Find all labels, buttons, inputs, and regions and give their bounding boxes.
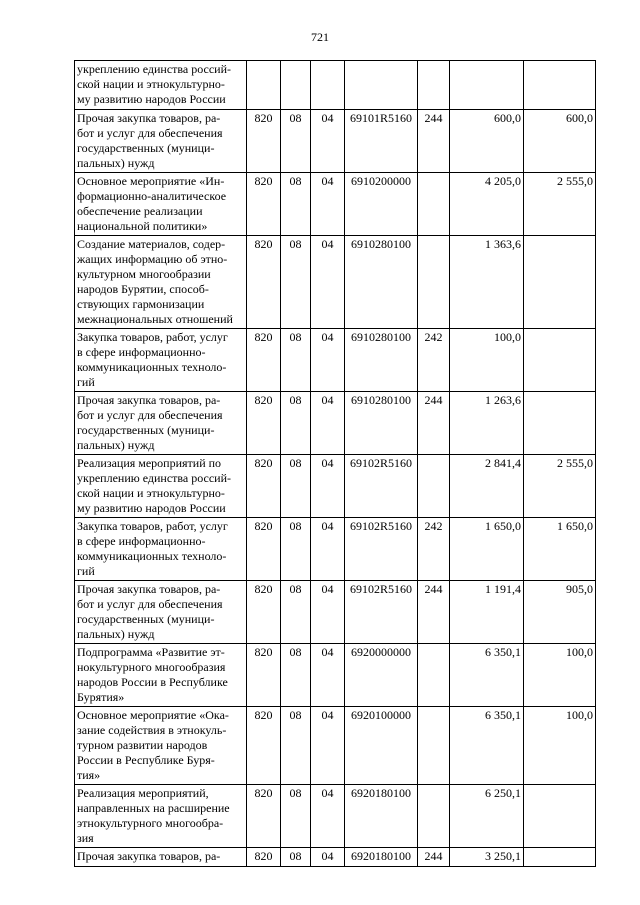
cell-razdel: 08 <box>281 707 311 785</box>
cell-description: Реализация мероприятий по укреплению единства россий- ской нации и этнокультурно- му развитию народов России <box>75 455 247 518</box>
table-row <box>75 455 596 518</box>
cell-amount-1: 3 250,1 <box>450 848 524 867</box>
cell-podrazdel: 04 <box>311 455 345 518</box>
cell-target-article: 6920180100 <box>345 785 418 848</box>
cell-grbs: 820 <box>247 236 281 329</box>
cell-amount-1: 100,0 <box>450 329 524 392</box>
cell-expense-type <box>418 707 450 785</box>
cell-amount-2: 905,0 <box>524 581 596 644</box>
cell-amount-2 <box>524 61 596 110</box>
cell-expense-type: 244 <box>418 581 450 644</box>
cell-target-article: 6910280100 <box>345 392 418 455</box>
cell-razdel: 08 <box>281 392 311 455</box>
cell-podrazdel: 04 <box>311 707 345 785</box>
page-number: 721 <box>311 30 329 44</box>
cell-target-article: 6920180100 <box>345 848 418 867</box>
cell-podrazdel: 04 <box>311 173 345 236</box>
cell-amount-1: 1 191,4 <box>450 581 524 644</box>
cell-amount-1: 2 841,4 <box>450 455 524 518</box>
cell-podrazdel: 04 <box>311 236 345 329</box>
cell-description: Создание материалов, содер- жащих информацию об этно- культурном многообразии народов Бурятии, способ- ствующих гармонизации межнациональных отношений <box>75 236 247 329</box>
cell-podrazdel <box>311 61 345 110</box>
cell-razdel: 08 <box>281 581 311 644</box>
cell-grbs: 820 <box>247 644 281 707</box>
table-row <box>75 518 596 581</box>
cell-target-article: 6910280100 <box>345 236 418 329</box>
cell-razdel: 08 <box>281 173 311 236</box>
cell-grbs: 820 <box>247 455 281 518</box>
cell-target-article: 69101R5160 <box>345 110 418 173</box>
cell-grbs: 820 <box>247 173 281 236</box>
cell-podrazdel: 04 <box>311 329 345 392</box>
cell-description: Закупка товаров, работ, услуг в сфере информационно- коммуникационных техноло- гий <box>75 518 247 581</box>
cell-podrazdel: 04 <box>311 392 345 455</box>
budget-table <box>74 60 596 867</box>
cell-target-article: 6910280100 <box>345 329 418 392</box>
cell-amount-2: 100,0 <box>524 707 596 785</box>
cell-expense-type <box>418 785 450 848</box>
cell-amount-2: 100,0 <box>524 644 596 707</box>
cell-grbs: 820 <box>247 110 281 173</box>
cell-target-article: 6910200000 <box>345 173 418 236</box>
cell-expense-type <box>418 455 450 518</box>
cell-podrazdel: 04 <box>311 110 345 173</box>
cell-description: Прочая закупка товаров, ра- <box>75 848 247 867</box>
cell-target-article: 69102R5160 <box>345 455 418 518</box>
cell-expense-type: 244 <box>418 110 450 173</box>
cell-podrazdel: 04 <box>311 581 345 644</box>
cell-target-article <box>345 61 418 110</box>
cell-grbs: 820 <box>247 329 281 392</box>
cell-grbs: 820 <box>247 392 281 455</box>
table-row <box>75 707 596 785</box>
cell-podrazdel: 04 <box>311 785 345 848</box>
cell-expense-type <box>418 173 450 236</box>
cell-podrazdel: 04 <box>311 848 345 867</box>
table-row <box>75 848 596 867</box>
table-row <box>75 61 596 110</box>
cell-amount-1: 1 650,0 <box>450 518 524 581</box>
cell-amount-2 <box>524 236 596 329</box>
cell-amount-1: 6 350,1 <box>450 644 524 707</box>
cell-amount-1: 4 205,0 <box>450 173 524 236</box>
cell-description: Основное мероприятие «Ин- формационно-аналитическое обеспечение реализации национальной политики» <box>75 173 247 236</box>
table-row <box>75 236 596 329</box>
cell-expense-type <box>418 644 450 707</box>
cell-amount-1: 6 250,1 <box>450 785 524 848</box>
cell-expense-type <box>418 61 450 110</box>
cell-expense-type: 242 <box>418 518 450 581</box>
cell-razdel: 08 <box>281 518 311 581</box>
cell-description: укреплению единства россий- ской нации и этнокультурно- му развитию народов России <box>75 61 247 110</box>
cell-amount-2: 1 650,0 <box>524 518 596 581</box>
cell-podrazdel: 04 <box>311 644 345 707</box>
cell-description: Реализация мероприятий, направленных на расширение этнокультурного многообра- зия <box>75 785 247 848</box>
cell-grbs: 820 <box>247 848 281 867</box>
cell-amount-2 <box>524 785 596 848</box>
cell-target-article: 6920000000 <box>345 644 418 707</box>
cell-podrazdel: 04 <box>311 518 345 581</box>
table-row <box>75 581 596 644</box>
table-row <box>75 329 596 392</box>
cell-amount-1: 1 363,6 <box>450 236 524 329</box>
cell-expense-type: 244 <box>418 392 450 455</box>
table-row <box>75 644 596 707</box>
cell-amount-2: 2 555,0 <box>524 455 596 518</box>
cell-razdel <box>281 61 311 110</box>
cell-amount-1 <box>450 61 524 110</box>
cell-expense-type: 242 <box>418 329 450 392</box>
cell-description: Подпрограмма «Развитие эт- нокультурного многообразия народов России в Республике Бурятия» <box>75 644 247 707</box>
cell-amount-1: 1 263,6 <box>450 392 524 455</box>
cell-expense-type: 244 <box>418 848 450 867</box>
cell-razdel: 08 <box>281 329 311 392</box>
cell-razdel: 08 <box>281 236 311 329</box>
cell-razdel: 08 <box>281 848 311 867</box>
cell-description: Прочая закупка товаров, ра- бот и услуг для обеспечения государственных (муници- пальных) нужд <box>75 392 247 455</box>
cell-grbs: 820 <box>247 785 281 848</box>
cell-description: Основное мероприятие «Ока- зание содействия в этнокуль- турном развитии народов России в Республике Буря- тия» <box>75 707 247 785</box>
table-row <box>75 110 596 173</box>
cell-amount-2 <box>524 392 596 455</box>
table-row <box>75 785 596 848</box>
cell-amount-2: 2 555,0 <box>524 173 596 236</box>
cell-target-article: 6920100000 <box>345 707 418 785</box>
cell-target-article: 69102R5160 <box>345 581 418 644</box>
cell-grbs <box>247 61 281 110</box>
cell-amount-2 <box>524 848 596 867</box>
cell-razdel: 08 <box>281 785 311 848</box>
cell-description: Прочая закупка товаров, ра- бот и услуг для обеспечения государственных (муници- пальных) нужд <box>75 110 247 173</box>
cell-amount-2: 600,0 <box>524 110 596 173</box>
cell-razdel: 08 <box>281 455 311 518</box>
cell-grbs: 820 <box>247 581 281 644</box>
cell-target-article: 69102R5160 <box>345 518 418 581</box>
cell-expense-type <box>418 236 450 329</box>
cell-description: Закупка товаров, работ, услуг в сфере информационно- коммуникационных техноло- гий <box>75 329 247 392</box>
cell-amount-1: 6 350,1 <box>450 707 524 785</box>
cell-razdel: 08 <box>281 644 311 707</box>
cell-amount-2 <box>524 329 596 392</box>
table-row <box>75 392 596 455</box>
cell-razdel: 08 <box>281 110 311 173</box>
table-row <box>75 173 596 236</box>
cell-amount-1: 600,0 <box>450 110 524 173</box>
cell-grbs: 820 <box>247 707 281 785</box>
cell-grbs: 820 <box>247 518 281 581</box>
cell-description: Прочая закупка товаров, ра- бот и услуг для обеспечения государственных (муници- пальных) нужд <box>75 581 247 644</box>
